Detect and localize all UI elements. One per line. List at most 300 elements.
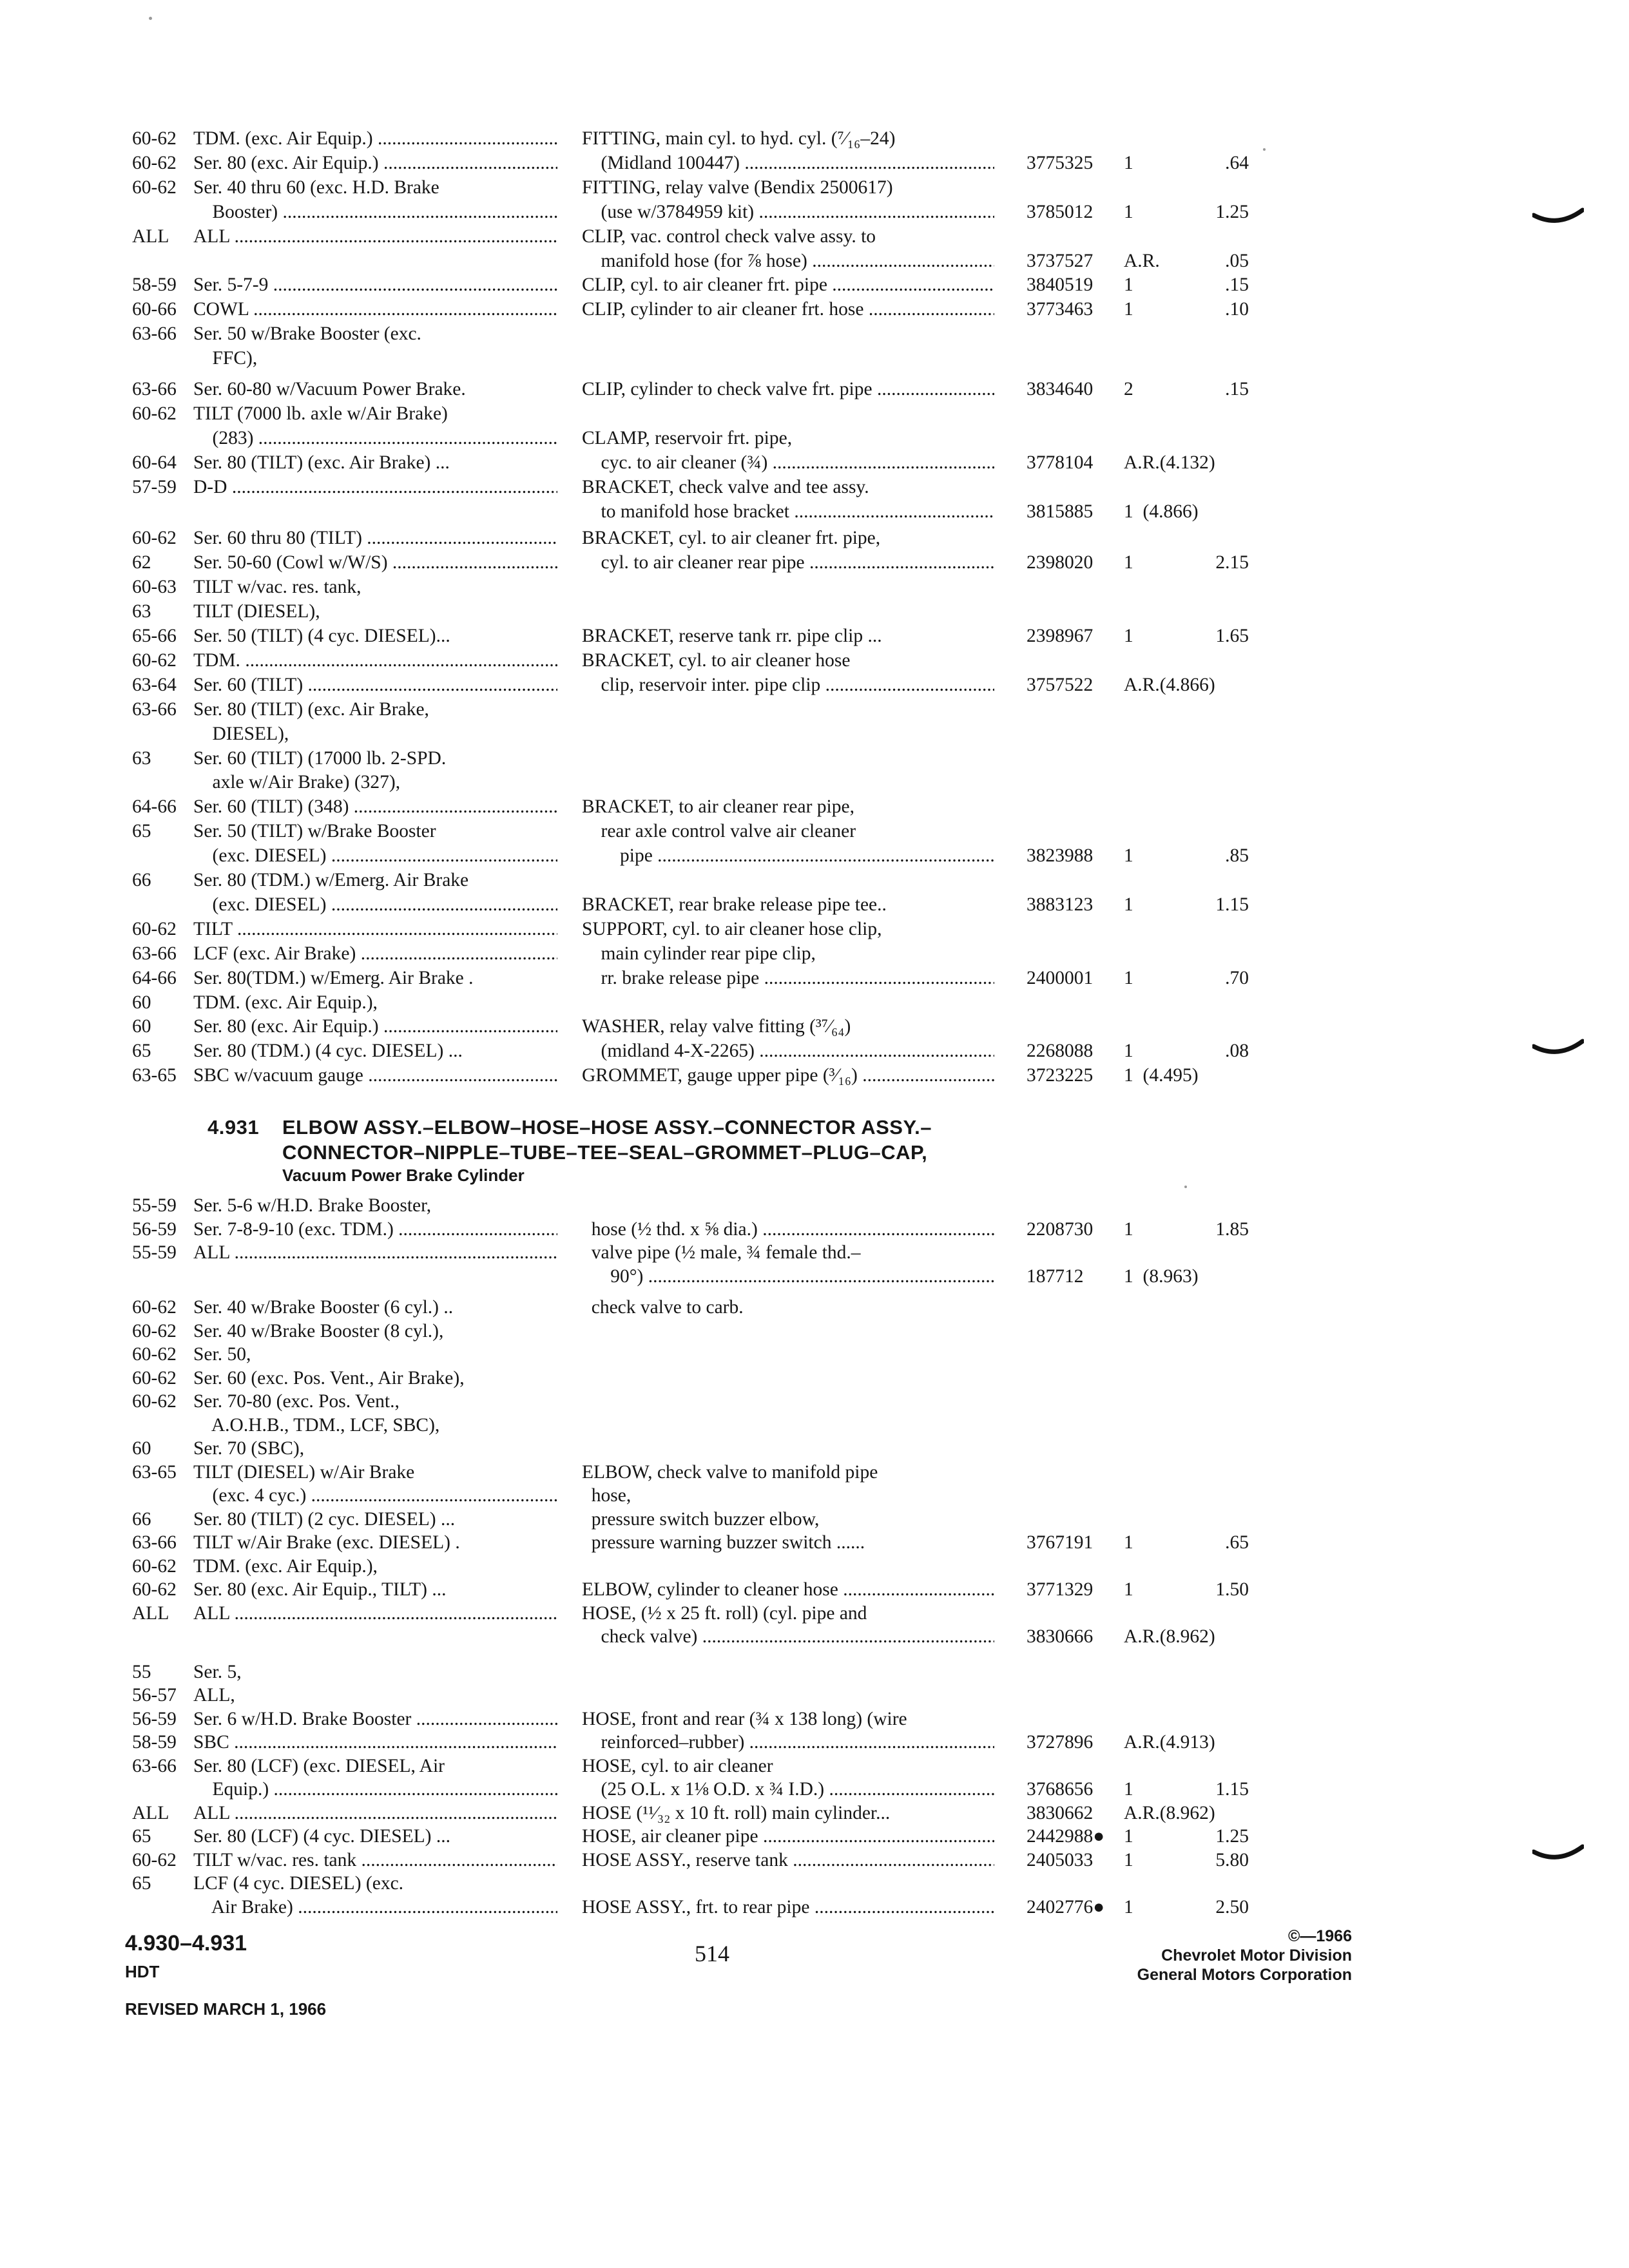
- quantity: 1: [1124, 1826, 1133, 1847]
- part-description: check valve) .....: [582, 1625, 994, 1649]
- parts-row: [0, 1660, 1353, 1684]
- parts-row: [0, 673, 1353, 697]
- part-description: rear axle control valve air cleaner: [582, 821, 856, 842]
- list-price: 1.15: [1215, 894, 1249, 915]
- vehicle-model: Ser. 80 (TILT) (exc. Air Brake) ...: [193, 452, 450, 473]
- part-number: 3768656: [1027, 1779, 1094, 1800]
- vehicle-model: Ser. 5-7-9 .....: [193, 273, 557, 297]
- list-price: 2.50: [1215, 1896, 1249, 1917]
- copyright: ©—1966: [1287, 1927, 1352, 1945]
- list-price: 1.50: [1215, 1579, 1249, 1600]
- vehicle-model: Ser. 80 (TILT) (2 cyc. DIESEL) ...: [193, 1508, 456, 1530]
- parts-row: [0, 1484, 1353, 1508]
- vehicle-model: Booster) .....: [193, 200, 557, 224]
- part-description: CLIP, cylinder to check valve frt. pipe .....: [582, 378, 994, 401]
- vehicle-model: TDM. (exc. Air Equip.) .....: [193, 127, 557, 151]
- list-price: .15: [1225, 274, 1249, 296]
- model-year: 60-62: [132, 152, 177, 173]
- part-description: BRACKET, cyl. to air cleaner hose: [582, 649, 851, 671]
- model-year: 55: [132, 1661, 151, 1682]
- model-year: 63-65: [132, 1065, 177, 1086]
- vehicle-model: Ser. 50-60 (Cowl w/W/S) .....: [193, 551, 557, 575]
- part-number: 2268088: [1027, 1041, 1094, 1062]
- part-description: WASHER, relay valve fitting (³⁷⁄₆₄): [582, 1016, 851, 1037]
- vehicle-model: TILT w/vac. res. tank,: [193, 577, 361, 598]
- part-description: HOSE ASSY., reserve tank .....: [582, 1849, 994, 1872]
- quantity: A.R.(4.132): [1124, 452, 1215, 473]
- parts-row: [0, 893, 1353, 917]
- vehicle-model: Ser. 80 (exc. Air Equip.) .....: [193, 151, 557, 175]
- parts-row: [0, 249, 1353, 273]
- speck: [1263, 148, 1266, 151]
- part-number: 3830666: [1027, 1626, 1094, 1647]
- binder-tick-mark: [1532, 207, 1584, 227]
- part-description: pressure warning buzzer switch ......: [582, 1532, 865, 1553]
- model-year: 63-64: [132, 674, 177, 695]
- quantity: 1 (8.963): [1124, 1265, 1199, 1287]
- parts-row: [0, 476, 1353, 499]
- vehicle-model: Ser. 5,: [193, 1661, 242, 1682]
- part-description: manifold hose (for ⅞ hose) .....: [582, 249, 994, 273]
- vehicle-model: Ser. 70-80 (exc. Pos. Vent.,: [193, 1391, 400, 1412]
- speck: [1184, 1186, 1187, 1188]
- part-description: (25 O.L. x 1⅛ O.D. x ¾ I.D.) .....: [582, 1778, 994, 1802]
- model-year: 60-62: [132, 1297, 177, 1318]
- vehicle-model: Ser. 40 w/Brake Booster (8 cyl.),: [193, 1320, 444, 1341]
- list-price: 2.15: [1215, 552, 1249, 573]
- quantity: 1 (4.866): [1124, 501, 1199, 522]
- vehicle-model: ALL .....: [193, 1241, 557, 1265]
- parts-row: [0, 298, 1353, 322]
- part-number: 3773463: [1027, 299, 1094, 320]
- parts-row: [0, 1555, 1353, 1579]
- part-description: BRACKET, reserve tank rr. pipe clip ...: [582, 626, 882, 646]
- quantity: 1: [1124, 1218, 1133, 1240]
- parts-row: [0, 747, 1353, 771]
- quantity: A.R.(4.866): [1124, 674, 1215, 695]
- quantity: 1: [1124, 201, 1133, 222]
- binder-tick-mark: [1532, 1844, 1584, 1863]
- part-description: rr. brake release pipe .....: [582, 966, 994, 990]
- parts-row: [0, 722, 1353, 746]
- quantity: 1: [1124, 1849, 1133, 1870]
- vehicle-model: Ser. 40 thru 60 (exc. H.D. Brake: [193, 177, 439, 198]
- list-price: 1.85: [1215, 1218, 1249, 1240]
- quantity: 1: [1124, 1896, 1133, 1917]
- quantity: 1: [1124, 967, 1133, 988]
- vehicle-model: Ser. 60-80 w/Vacuum Power Brake.: [193, 379, 466, 399]
- model-year: 62: [132, 552, 151, 573]
- parts-row: [0, 991, 1353, 1015]
- parts-row: [0, 1896, 1353, 1919]
- vehicle-model: TILT w/Air Brake (exc. DIESEL) .: [193, 1532, 460, 1553]
- part-description: BRACKET, rear brake release pipe tee..: [582, 894, 887, 915]
- model-year: 56-57: [132, 1685, 177, 1706]
- model-year: ALL: [132, 1602, 169, 1624]
- part-number: 2208730: [1027, 1218, 1094, 1240]
- list-price: 1.15: [1215, 1779, 1249, 1800]
- part-number: 3823988: [1027, 845, 1094, 867]
- quantity: 1: [1124, 626, 1133, 646]
- parts-row: [0, 127, 1353, 151]
- section-number: 4.931: [207, 1116, 260, 1139]
- revised-date: REVISED MARCH 1, 1966: [125, 1999, 327, 2019]
- parts-row: [0, 1602, 1353, 1626]
- vehicle-model: Ser. 80 (TDM.) w/Emerg. Air Brake: [193, 870, 469, 890]
- vehicle-model: SBC .....: [193, 1731, 557, 1754]
- parts-row: [0, 1390, 1353, 1414]
- model-year: ALL: [132, 1802, 169, 1823]
- part-description: SUPPORT, cyl. to air cleaner hose clip,: [582, 918, 882, 939]
- quantity: A.R.(4.913): [1124, 1732, 1215, 1753]
- parts-row: [0, 1296, 1353, 1320]
- vehicle-model: DIESEL),: [193, 723, 289, 744]
- parts-row: [0, 1849, 1353, 1872]
- quantity: 1: [1124, 299, 1133, 320]
- part-description: reinforced–rubber) .....: [582, 1731, 994, 1754]
- model-year: 60: [132, 1438, 151, 1459]
- vehicle-model: Ser. 6 w/H.D. Brake Booster .....: [193, 1707, 557, 1731]
- section-title-line1: ELBOW ASSY.–ELBOW–HOSE–HOSE ASSY.–CONNECTOR ASSY.–: [282, 1116, 932, 1139]
- quantity: 1: [1124, 894, 1133, 915]
- part-description: CLAMP, reservoir frt. pipe,: [582, 427, 793, 448]
- part-description: cyc. to air cleaner (¾) .....: [582, 451, 994, 475]
- vehicle-model: TILT .....: [193, 918, 557, 941]
- part-description: HOSE, cyl. to air cleaner: [582, 1755, 773, 1776]
- vehicle-model: LCF (exc. Air Brake) .....: [193, 942, 557, 966]
- vehicle-model: TDM. .....: [193, 649, 557, 673]
- part-description: HOSE, front and rear (¾ x 138 long) (wire: [582, 1708, 907, 1729]
- parts-row: [0, 402, 1353, 426]
- part-description: pressure switch buzzer elbow,: [582, 1508, 820, 1530]
- part-description: ELBOW, check valve to manifold pipe: [582, 1461, 878, 1483]
- part-description: pipe .....: [582, 844, 994, 868]
- list-price: 1.25: [1215, 1826, 1249, 1847]
- quantity: 1: [1124, 1779, 1133, 1800]
- section-title-line2: CONNECTOR–NIPPLE–TUBE–TEE–SEAL–GROMMET–PLUG–CAP,: [282, 1141, 928, 1164]
- part-number: 3767191: [1027, 1532, 1094, 1553]
- vehicle-model: Air Brake) .....: [193, 1896, 557, 1919]
- model-year: 56-59: [132, 1708, 177, 1729]
- vehicle-model: Ser. 80 (exc. Air Equip., TILT) ...: [193, 1579, 447, 1600]
- parts-row: [0, 1531, 1353, 1555]
- part-description: BRACKET, cyl. to air cleaner frt. pipe,: [582, 528, 881, 549]
- model-year: 63-66: [132, 698, 177, 720]
- list-price: .05: [1225, 250, 1249, 271]
- parts-row: [0, 771, 1353, 794]
- parts-row: [0, 526, 1353, 550]
- vehicle-model: Ser. 50 (TILT) (4 cyc. DIESEL)...: [193, 626, 450, 646]
- model-year: 60-62: [132, 649, 177, 671]
- model-year: 60-62: [132, 1555, 177, 1577]
- part-description: (Midland 100447) .....: [582, 151, 994, 175]
- quantity: 1 (4.495): [1124, 1065, 1199, 1086]
- quantity: 1: [1124, 1579, 1133, 1600]
- parts-row: [0, 966, 1353, 990]
- speck: [149, 17, 152, 20]
- vehicle-model: Ser. 80 (LCF) (exc. DIESEL, Air: [193, 1755, 445, 1776]
- part-number: 2405033: [1027, 1849, 1094, 1870]
- part-description: BRACKET, to air cleaner rear pipe,: [582, 796, 854, 818]
- model-year: 65: [132, 1873, 151, 1894]
- part-description: to manifold hose bracket .....: [582, 500, 994, 524]
- part-description: check valve to carb.: [582, 1297, 744, 1318]
- model-year: 58-59: [132, 274, 177, 296]
- model-year: 65-66: [132, 626, 177, 646]
- part-number: 2400001: [1027, 967, 1094, 988]
- list-price: .15: [1225, 379, 1249, 399]
- model-year: 63-66: [132, 323, 177, 345]
- vehicle-model: FFC),: [193, 348, 258, 369]
- model-year: 60-62: [132, 918, 177, 939]
- model-year: 60-62: [132, 1391, 177, 1412]
- model-year: 63-65: [132, 1461, 177, 1483]
- parts-row: [0, 500, 1353, 524]
- vehicle-model: Equip.) .....: [193, 1778, 557, 1802]
- part-number: 3830662: [1027, 1802, 1094, 1823]
- parts-row: [0, 273, 1353, 297]
- model-year: 64-66: [132, 796, 177, 818]
- part-description: FITTING, main cyl. to hyd. cyl. (⁷⁄₁₆–24): [582, 128, 896, 149]
- vehicle-model: Ser. 50 w/Brake Booster (exc.: [193, 323, 421, 345]
- model-year: 63-66: [132, 943, 177, 964]
- vehicle-model: Ser. 60 (TILT) .....: [193, 673, 557, 697]
- model-year: 60: [132, 1016, 151, 1037]
- part-description: CLIP, vac. control check valve assy. to: [582, 226, 876, 247]
- model-year: 63-66: [132, 1755, 177, 1776]
- part-number: 187712: [1027, 1265, 1084, 1287]
- parts-row: [0, 942, 1353, 966]
- part-number: 2442988●: [1027, 1826, 1105, 1847]
- parts-row: [0, 322, 1353, 346]
- part-number: 2398020: [1027, 552, 1094, 573]
- part-description: HOSE, (½ x 25 ft. roll) (cyl. pipe and: [582, 1602, 867, 1624]
- parts-row: [0, 551, 1353, 575]
- part-number: 3840519: [1027, 274, 1094, 296]
- list-price: .10: [1225, 299, 1249, 320]
- parts-row: [0, 451, 1353, 475]
- model-year: 57-59: [132, 476, 177, 497]
- parts-row: [0, 378, 1353, 401]
- model-year: 66: [132, 1508, 151, 1530]
- parts-row: [0, 1437, 1353, 1461]
- vehicle-model: TILT (DIESEL) w/Air Brake: [193, 1461, 415, 1483]
- parts-row: [0, 869, 1353, 892]
- list-price: 1.65: [1215, 626, 1249, 646]
- model-year: 55-59: [132, 1242, 177, 1263]
- parts-row: [0, 698, 1353, 722]
- parts-row: [0, 1578, 1353, 1602]
- vehicle-model: ALL .....: [193, 1602, 557, 1626]
- vehicle-model: SBC w/vacuum gauge .....: [193, 1064, 557, 1088]
- parts-row: [0, 820, 1353, 843]
- model-year: 64-66: [132, 967, 177, 988]
- part-description: hose,: [582, 1485, 631, 1506]
- parts-row: [0, 1218, 1353, 1242]
- model-year: 60-66: [132, 299, 177, 320]
- model-year: 60-63: [132, 577, 177, 598]
- model-year: 63-66: [132, 1532, 177, 1553]
- model-year: 60-62: [132, 403, 177, 424]
- parts-row: [0, 427, 1353, 450]
- model-year: 55-59: [132, 1195, 177, 1216]
- parts-row: [0, 1414, 1353, 1437]
- list-price: 5.80: [1215, 1849, 1249, 1870]
- part-description: HOSE (¹¹⁄₃₂ x 10 ft. roll) main cylinder...: [582, 1802, 891, 1823]
- vehicle-model: Ser. 80 (TDM.) (4 cyc. DIESEL) ...: [193, 1041, 463, 1062]
- vehicle-model: Ser. 60 thru 80 (TILT) .....: [193, 526, 557, 550]
- parts-row: [0, 1343, 1353, 1367]
- model-year: 60-62: [132, 177, 177, 198]
- vehicle-model: Ser. 7-8-9-10 (exc. TDM.) .....: [193, 1218, 557, 1242]
- vehicle-model: TILT w/vac. res. tank .....: [193, 1849, 557, 1872]
- part-description: 90°) .....: [582, 1265, 994, 1289]
- parts-row: [0, 1731, 1353, 1754]
- quantity: 1: [1124, 552, 1133, 573]
- division-name: Chevrolet Motor Division: [1161, 1946, 1352, 1965]
- binder-tick-mark: [1532, 1039, 1584, 1058]
- model-year: 63: [132, 601, 151, 622]
- model-year: 60: [132, 992, 151, 1013]
- parts-row: [0, 1320, 1353, 1343]
- parts-row: [0, 1508, 1353, 1532]
- part-number: 3834640: [1027, 379, 1094, 399]
- parts-row: [0, 225, 1353, 249]
- part-description: FITTING, relay valve (Bendix 2500617): [582, 177, 893, 198]
- model-year: 60-62: [132, 1579, 177, 1600]
- part-description: BRACKET, check valve and tee assy.: [582, 476, 869, 497]
- part-description: HOSE, air cleaner pipe .....: [582, 1825, 994, 1849]
- parts-row: [0, 1802, 1353, 1825]
- parts-row: [0, 1754, 1353, 1778]
- quantity: 1: [1124, 845, 1133, 867]
- parts-row: [0, 1778, 1353, 1802]
- parts-row: [0, 649, 1353, 673]
- vehicle-model: (exc. 4 cyc.) .....: [193, 1484, 557, 1508]
- vehicle-model: TILT (DIESEL),: [193, 601, 320, 622]
- list-price: 1.25: [1215, 201, 1249, 222]
- vehicle-model: Ser. 50,: [193, 1344, 251, 1365]
- vehicle-model: ALL .....: [193, 225, 557, 249]
- model-year: ALL: [132, 226, 169, 247]
- parts-row: [0, 1684, 1353, 1707]
- model-year: 60-62: [132, 1367, 177, 1389]
- vehicle-model: LCF (4 cyc. DIESEL) (exc.: [193, 1873, 404, 1894]
- parts-row: [0, 200, 1353, 224]
- parts-row: [0, 1064, 1353, 1088]
- parts-row: [0, 1367, 1353, 1390]
- part-number: 3775325: [1027, 152, 1094, 173]
- part-description: main cylinder rear pipe clip,: [582, 943, 816, 964]
- parts-row: [0, 1265, 1353, 1289]
- part-description: clip, reservoir inter. pipe clip .....: [582, 673, 994, 697]
- parts-row: [0, 1461, 1353, 1485]
- vehicle-model: axle w/Air Brake) (327),: [193, 772, 401, 793]
- vehicle-model: A.O.H.B., TDM., LCF, SBC),: [193, 1414, 440, 1436]
- model-year: 56-59: [132, 1218, 177, 1240]
- vehicle-model: ALL,: [193, 1685, 235, 1706]
- quantity: A.R.: [1124, 250, 1160, 271]
- model-year: 60-62: [132, 128, 177, 149]
- part-number: 3785012: [1027, 201, 1094, 222]
- vehicle-model: TDM. (exc. Air Equip.),: [193, 992, 378, 1013]
- parts-row: [0, 176, 1353, 200]
- part-number: 3883123: [1027, 894, 1094, 915]
- part-description: CLIP, cyl. to air cleaner frt. pipe .....: [582, 273, 994, 297]
- vehicle-model: Ser. 50 (TILT) w/Brake Booster: [193, 821, 436, 842]
- model-year: 65: [132, 821, 151, 842]
- model-year: 60-62: [132, 1849, 177, 1870]
- vehicle-model: Ser. 80 (TILT) (exc. Air Brake,: [193, 698, 429, 720]
- quantity: 1: [1124, 1041, 1133, 1062]
- vehicle-model: COWL .....: [193, 298, 557, 322]
- vehicle-model: Ser. 80 (LCF) (4 cyc. DIESEL) ...: [193, 1826, 450, 1847]
- quantity: A.R.(8.962): [1124, 1626, 1215, 1647]
- vehicle-model: Ser. 70 (SBC),: [193, 1438, 305, 1459]
- part-description: (midland 4-X-2265) .....: [582, 1039, 994, 1063]
- parts-row: [0, 1241, 1353, 1265]
- list-price: .70: [1225, 967, 1249, 988]
- part-description: HOSE ASSY., frt. to rear pipe .....: [582, 1896, 994, 1919]
- vehicle-model: D-D .....: [193, 476, 557, 499]
- parts-row: [0, 918, 1353, 941]
- part-number: 3723225: [1027, 1065, 1094, 1086]
- parts-row: [0, 844, 1353, 868]
- part-number: 3737527: [1027, 250, 1094, 271]
- part-description: GROMMET, gauge upper pipe (³⁄₁₆) .....: [582, 1064, 994, 1088]
- model-year: 63-66: [132, 379, 177, 399]
- part-number: 3727896: [1027, 1732, 1094, 1753]
- parts-row: [0, 600, 1353, 624]
- part-number: 2398967: [1027, 626, 1094, 646]
- model-year: 66: [132, 870, 151, 890]
- parts-row: [0, 1625, 1353, 1649]
- corporation-name: General Motors Corporation: [1137, 1966, 1352, 1984]
- quantity: A.R.(8.962): [1124, 1802, 1215, 1823]
- model-year: 60-62: [132, 528, 177, 549]
- model-year: 60-62: [132, 1344, 177, 1365]
- model-year: 60-64: [132, 452, 177, 473]
- vehicle-model: (exc. DIESEL) .....: [193, 844, 557, 868]
- parts-row: [0, 1707, 1353, 1731]
- section-subtitle: Vacuum Power Brake Cylinder: [282, 1166, 525, 1185]
- vehicle-model: Ser. 60 (TILT) (17000 lb. 2-SPD.: [193, 747, 447, 769]
- part-number: 3757522: [1027, 674, 1094, 695]
- parts-row: [0, 1872, 1353, 1896]
- model-year: 63: [132, 747, 151, 769]
- part-number: 2402776●: [1027, 1896, 1105, 1917]
- quantity: 1: [1124, 152, 1133, 173]
- quantity: 2: [1124, 379, 1133, 399]
- model-year: 60-62: [132, 1320, 177, 1341]
- vehicle-model: Ser. 5-6 w/H.D. Brake Booster,: [193, 1195, 432, 1216]
- vehicle-model: Ser. 60 (exc. Pos. Vent., Air Brake),: [193, 1367, 465, 1389]
- parts-row: [0, 795, 1353, 819]
- list-price: .85: [1225, 845, 1249, 867]
- model-year: 58-59: [132, 1732, 177, 1753]
- part-number: 3771329: [1027, 1579, 1094, 1600]
- list-price: .08: [1225, 1041, 1249, 1062]
- part-description: valve pipe (½ male, ¾ female thd.–: [582, 1242, 861, 1263]
- page-number: 514: [695, 1941, 729, 1966]
- series-code: HDT: [125, 1962, 160, 1981]
- part-description: cyl. to air cleaner rear pipe .....: [582, 551, 994, 575]
- list-price: .65: [1225, 1532, 1249, 1553]
- part-description: hose (½ thd. x ⅝ dia.) .....: [582, 1218, 994, 1242]
- part-number: 3815885: [1027, 501, 1094, 522]
- parts-row: [0, 1825, 1353, 1849]
- part-number: 3778104: [1027, 452, 1094, 473]
